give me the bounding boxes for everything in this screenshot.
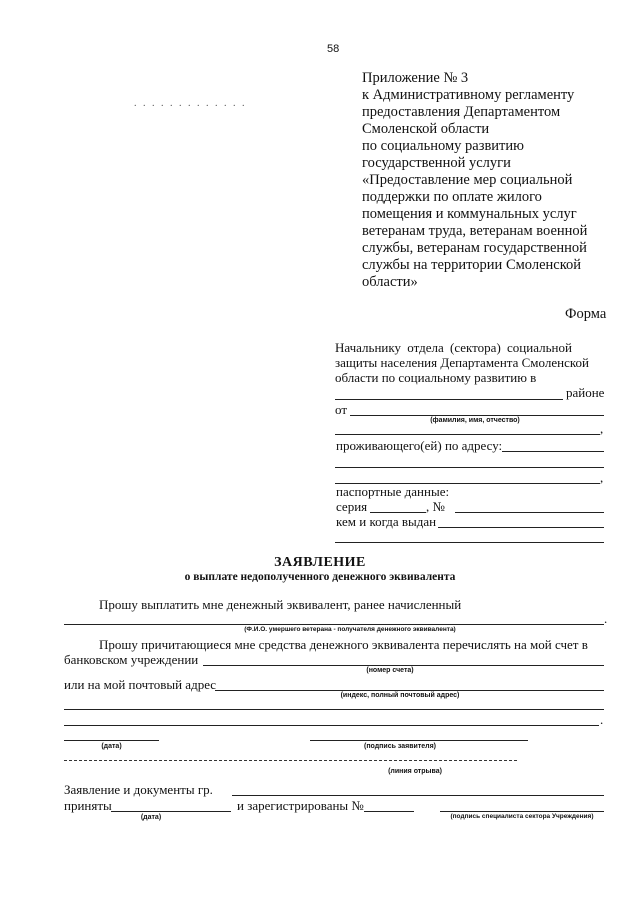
from-label: от (335, 402, 348, 417)
issued-field[interactable] (438, 527, 604, 528)
issued-label: кем и когда выдан (336, 514, 437, 529)
address-field[interactable] (502, 451, 604, 452)
fio-caption: (фамилия, имя, отчество) (430, 417, 520, 424)
fio-field-continued[interactable] (335, 434, 600, 435)
bank-label: банковском учреждении (64, 652, 199, 667)
document-title: ЗАЯВЛЕНИЕ (274, 555, 366, 570)
appendix-line: области» (362, 274, 418, 290)
number-label: , № (426, 499, 445, 514)
specialist-signature-caption: (подпись специалиста сектора Учреждения) (450, 813, 594, 820)
deceased-fio-field[interactable] (64, 624, 604, 625)
applicant-name-field[interactable] (232, 795, 604, 796)
fio-field[interactable] (350, 415, 604, 416)
comma: , (600, 470, 604, 485)
page-number: 58 (327, 43, 340, 55)
deceased-fio-caption: (Ф.И.О. умершего ветерана - получателя денежного эквивалента) (244, 626, 456, 633)
postal-address-field[interactable] (215, 690, 604, 691)
date-field[interactable] (64, 740, 159, 741)
registered-label: и зарегистрированы № (237, 798, 364, 813)
accepted-date-caption: (дата) (140, 814, 162, 821)
accepted-date-field[interactable] (111, 811, 231, 812)
appendix-line: службы на территории Смоленской (362, 257, 582, 273)
comma: , (600, 421, 604, 436)
appendix-line: Приложение № 3 (362, 70, 469, 86)
end-dot: . (600, 712, 604, 727)
appendix-line: государственной услуги (362, 155, 511, 171)
appendix-line: помещения и коммунальных услуг (362, 206, 577, 222)
postal-label: или на мой почтовый адрес (64, 677, 217, 692)
postal-address-field-3[interactable] (64, 725, 599, 726)
form-label: Форма (565, 306, 607, 322)
passport-label: паспортные данные: (336, 484, 450, 499)
applicant-signature-field[interactable] (310, 740, 528, 741)
tear-line-caption: (линия отрыва) (388, 768, 442, 775)
addressee-line: Начальнику отдела (сектора) социальной (335, 340, 572, 355)
account-caption: (номер счета) (366, 667, 414, 674)
accepted-label: приняты (64, 798, 112, 813)
tear-line (64, 760, 517, 761)
addressee-line: области по социальному развитию в (335, 370, 537, 385)
appendix-line: по социальному развитию (362, 138, 524, 154)
appendix-line: службы, ветеранам государственной (362, 240, 587, 256)
specialist-signature-field[interactable] (440, 811, 604, 812)
end-dot: . (604, 611, 608, 626)
appendix-line: ветеранам труда, ветеранам военной (362, 223, 588, 239)
appendix-line: «Предоставление мер социальной (362, 172, 573, 188)
docs-label: Заявление и документы гр. (64, 782, 213, 797)
account-field[interactable] (203, 665, 604, 666)
appendix-line: к Административному регламенту (362, 87, 575, 103)
series-label: серия (336, 499, 368, 514)
postal-address-field-2[interactable] (64, 709, 604, 710)
address-field-2[interactable] (335, 467, 604, 468)
date-caption: (дата) (101, 743, 122, 750)
request-line-1: Прошу выплатить мне денежный эквивалент, ранее начисленный (99, 597, 462, 612)
document-subtitle: о выплате недополученного денежного эквивалента (184, 571, 456, 583)
series-field[interactable] (370, 512, 426, 513)
district-suffix: районе (566, 385, 605, 400)
registration-number-field[interactable] (364, 811, 414, 812)
district-field[interactable] (335, 399, 563, 400)
applicant-signature-caption: (подпись заявителя) (363, 743, 436, 750)
postal-caption: (индекс, полный почтовый адрес) (340, 692, 460, 699)
passport-number-field[interactable] (455, 512, 604, 513)
issued-field-2[interactable] (335, 542, 604, 543)
request-line-2: Прошу причитающиеся мне средства денежного эквивалента перечислять на мой счет в (99, 637, 588, 652)
residing-label: проживающего(ей) по адресу: (336, 438, 503, 453)
addressee-line: защиты населения Департамента Смоленской (335, 355, 589, 370)
scan-dots: . . . . . . . . . . . . . (134, 98, 247, 109)
appendix-line: поддержки по оплате жилого (362, 189, 542, 205)
appendix-line: предоставления Департаментом (362, 104, 561, 120)
appendix-line: Смоленской области (362, 121, 490, 137)
